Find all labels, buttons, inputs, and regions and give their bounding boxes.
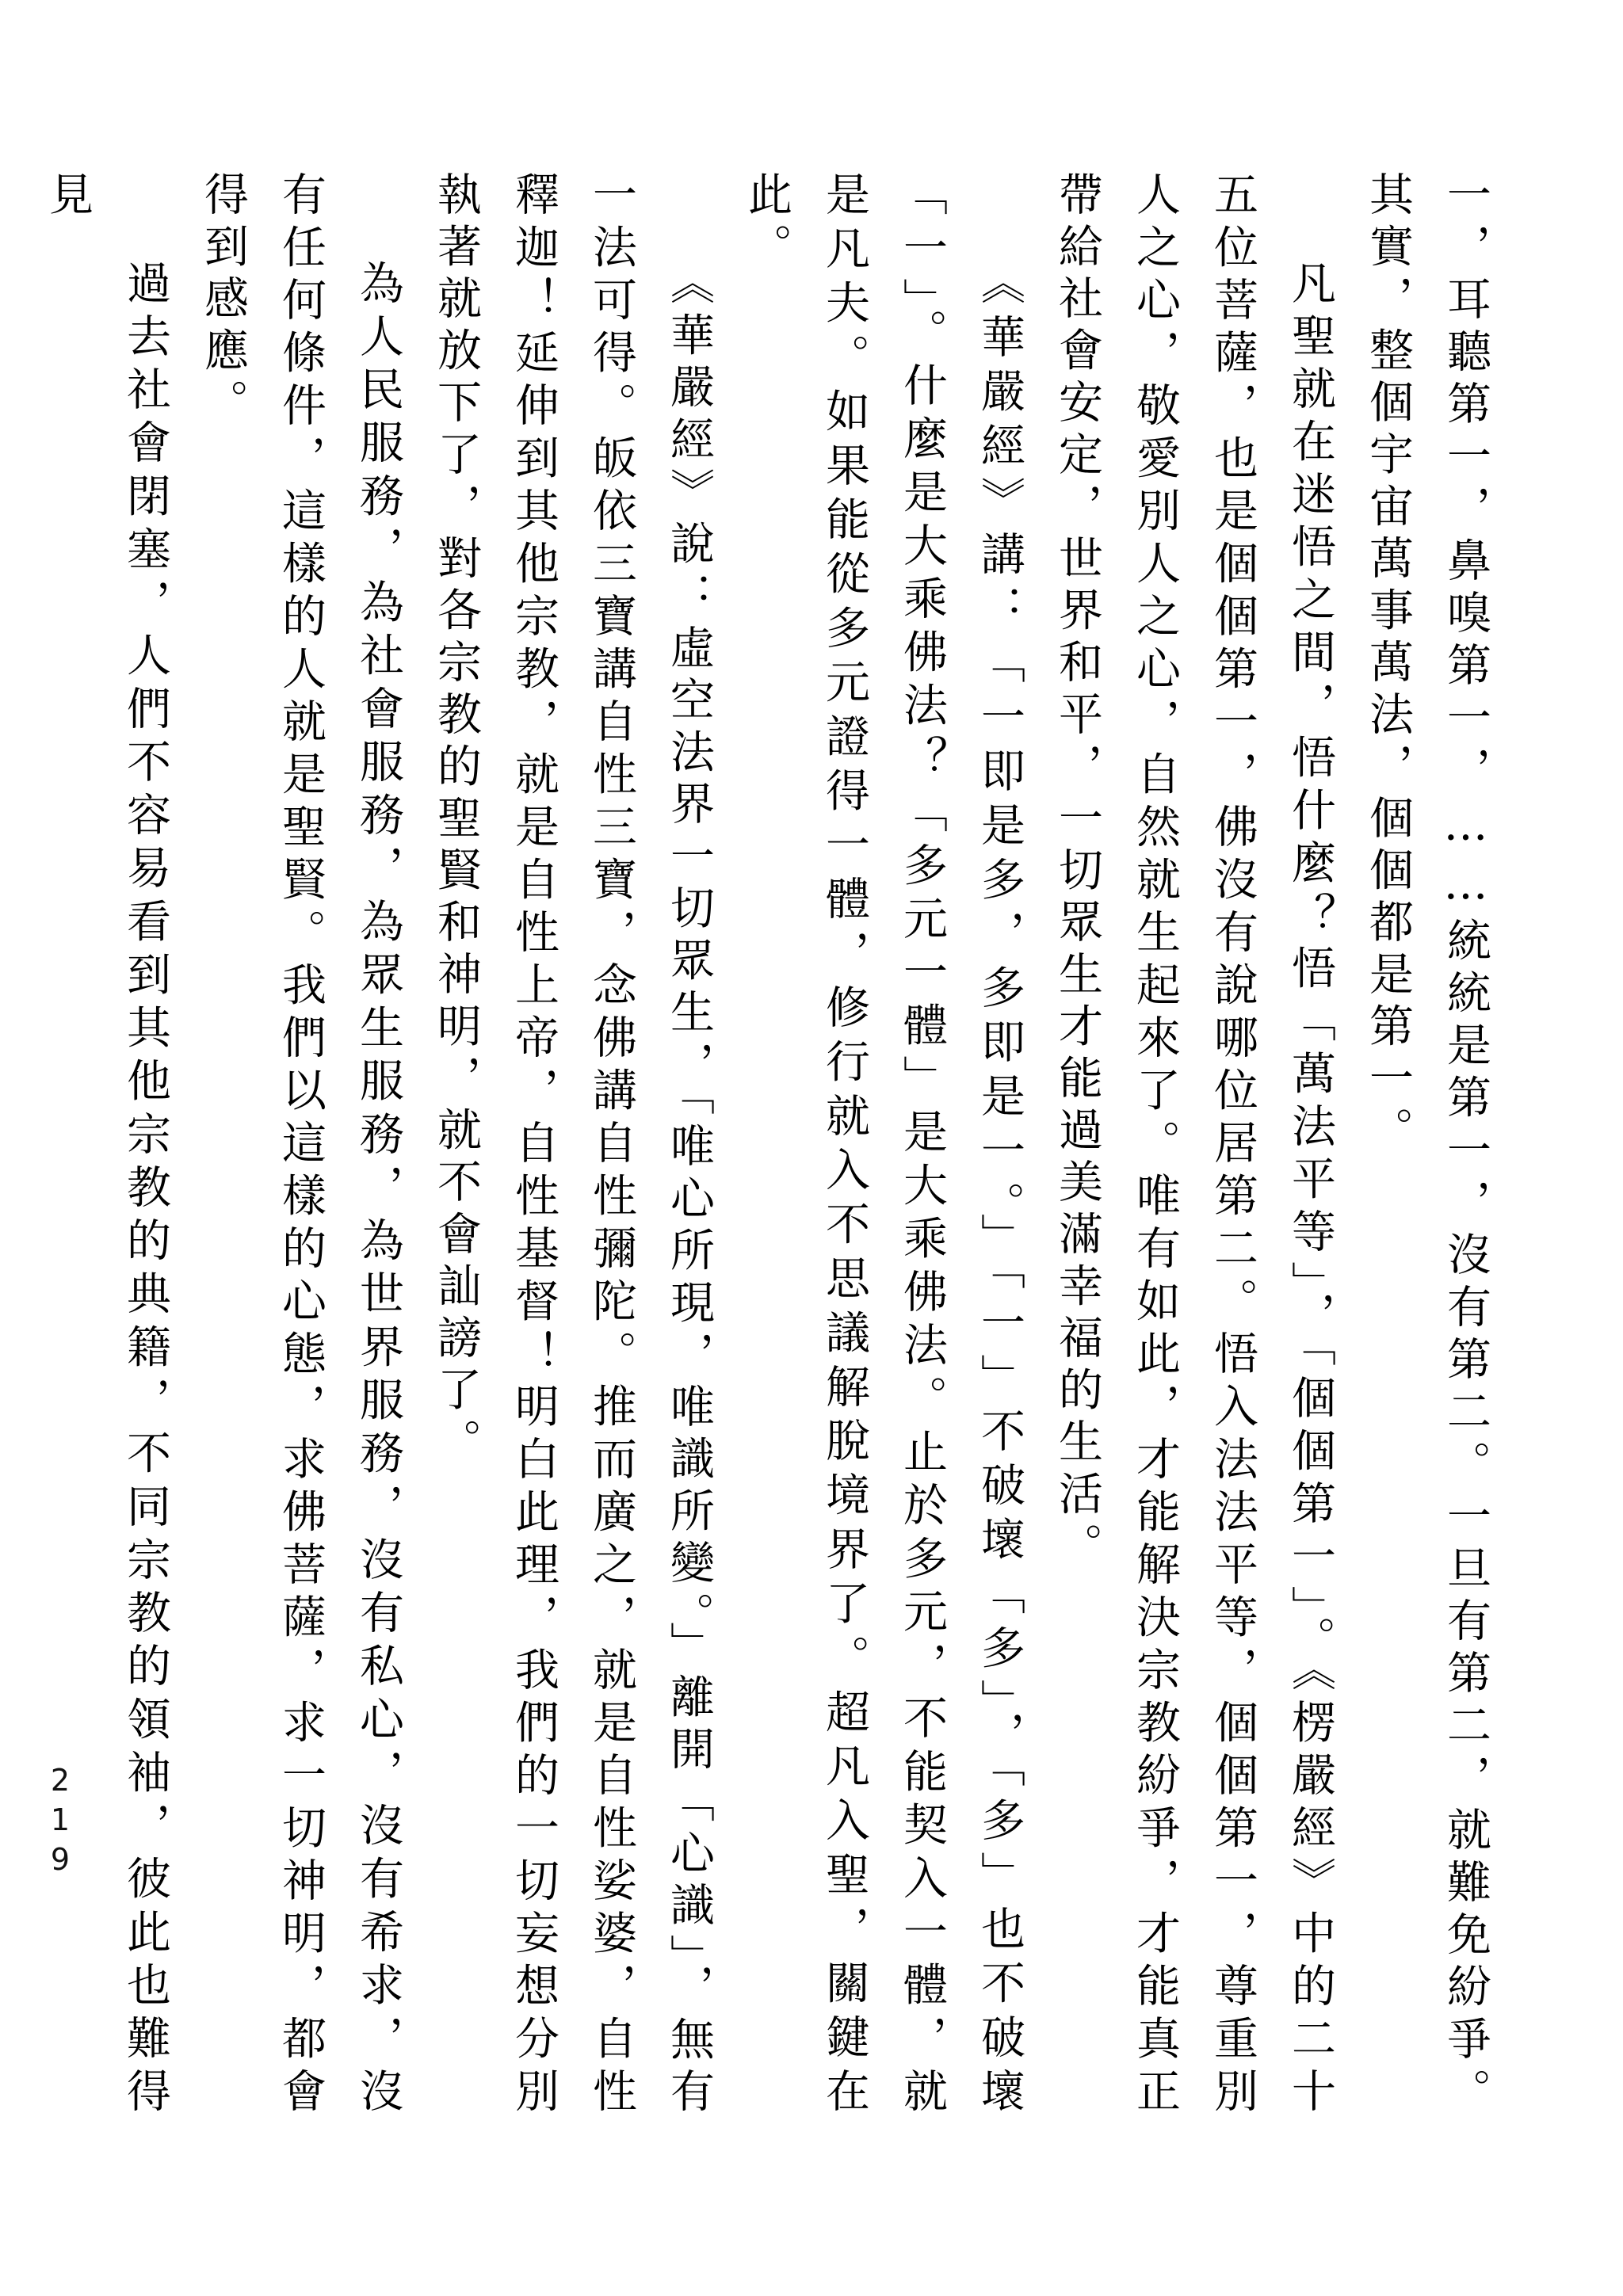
paragraph-4: 《華嚴經》說：虛空法界一切眾生，「唯心所現，唯識所變。」離開「心識」，無有一法可得。皈依三寶講自性三寶，念佛講自性彌陀。推而廣之，就是自性娑婆，自性釋迦！延伸到其他宗教，就是自性上帝，自性基督！明白此理，我們的一切妄想分別執著就放下了，對各宗教的聖賢和神明，就不會訕謗了。 bbox=[430, 171, 715, 2120]
body-text bbox=[29, 171, 1504, 2120]
paragraph-1: 一，耳聽第一，鼻嗅第一，……統統是第一，沒有第二。一旦有第二，就難免紛爭。其實，整個宇宙萬事萬法，個個都是第一。 bbox=[1362, 171, 1491, 2120]
paragraph-6: 過去社會閉塞，人們不容易看到其他宗教的典籍，不同宗教的領袖，彼此也難得見 bbox=[42, 171, 171, 2120]
page-number: 219 bbox=[43, 1763, 78, 1882]
paragraph-3: 《華嚴經》講：「一即是多，多即是一。」「一」不破壞「多」，「多」也不破壞「一」。什麼是大乘佛法？「多元一體」是大乘佛法。止於多元，不能契入一體，就是凡夫。如果能從多元證得一體，修行就入不思議解脫境界了。超凡入聖，關鍵在此。 bbox=[741, 171, 1025, 2120]
paragraph-5: 為人民服務，為社會服務，為眾生服務，為世界服務，沒有私心，沒有希求，沒有任何條件，這樣的人就是聖賢。我們以這樣的心態，求佛菩薩，求一切神明，都會得到感應。 bbox=[197, 171, 404, 2120]
paragraph-2: 凡聖就在迷悟之間，悟什麼？悟「萬法平等」，「個個第一」。《楞嚴經》中的二十五位菩薩，也是個個第一，佛沒有說哪位居第二。悟入法法平等，個個第一，尊重別人之心，敬愛別人之心，自然就生起來了。唯有如此，才能解決宗教紛爭，才能真正帶給社會安定，世界和平，一切眾生才能過美滿幸福的生活。 bbox=[1052, 171, 1336, 2120]
